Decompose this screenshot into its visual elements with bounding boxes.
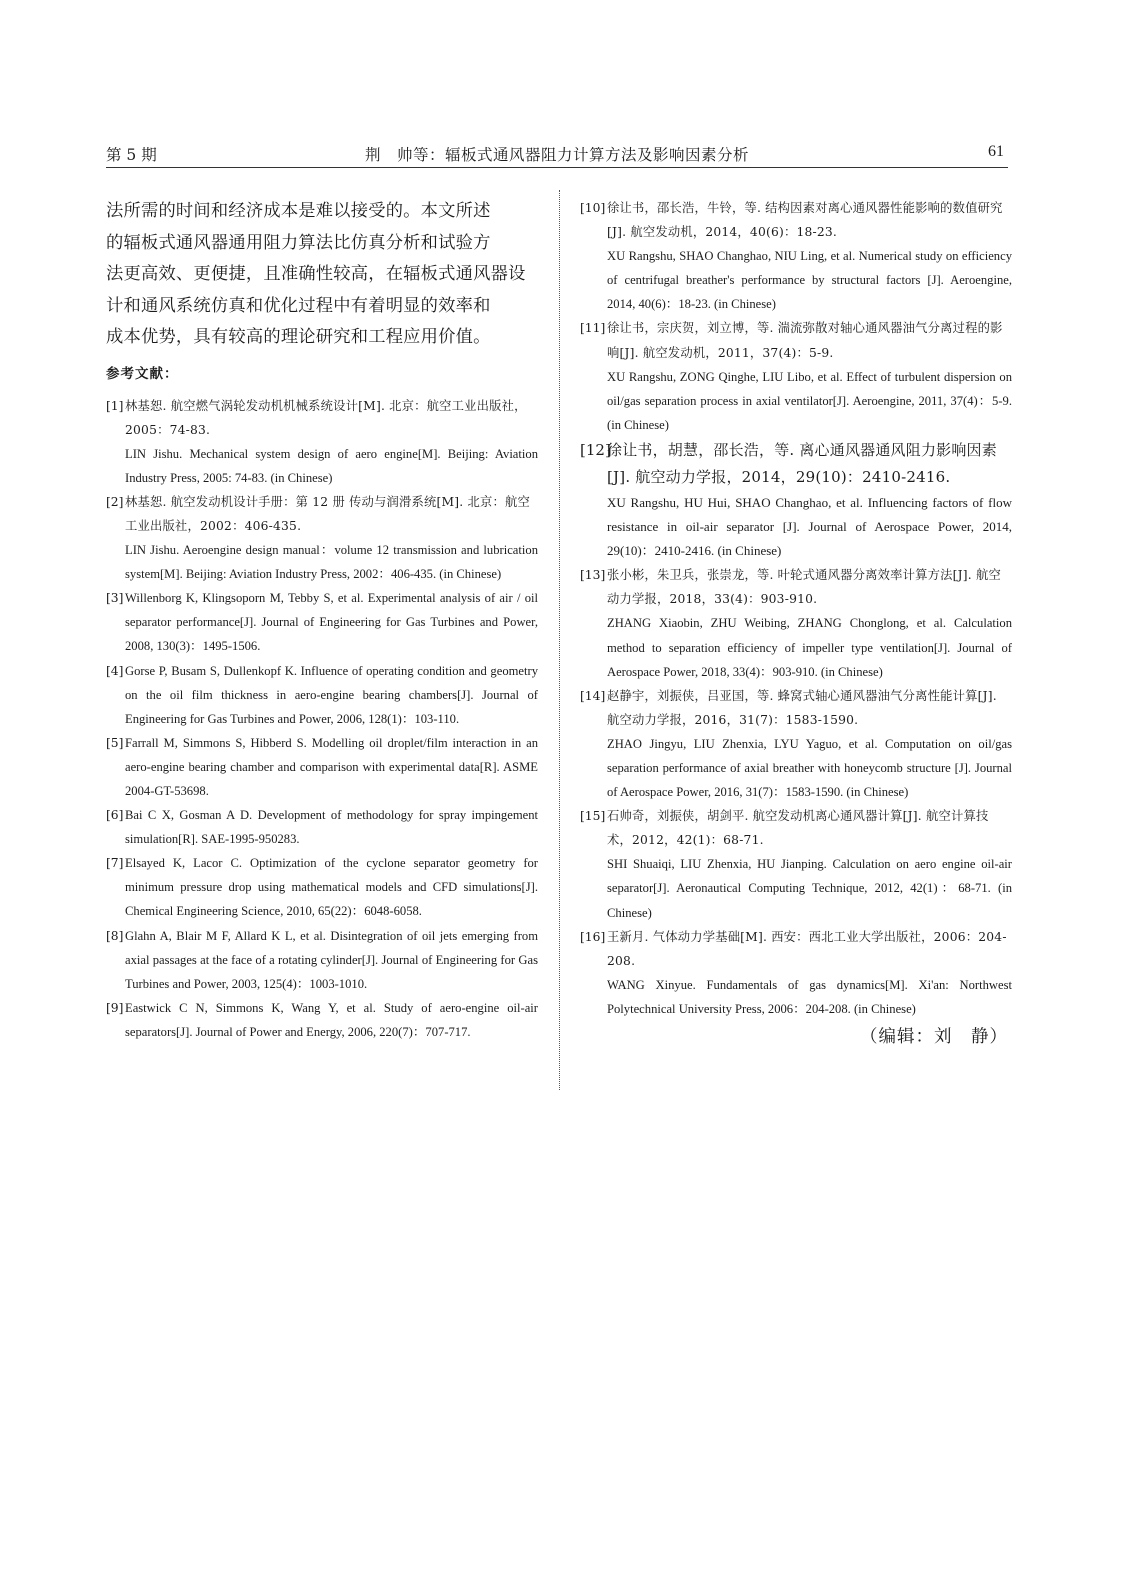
reference-number: [15] — [580, 809, 606, 824]
editor-credit: （编辑：刘 静） — [860, 1027, 1008, 1047]
reference-english: Eastwick C N, Simmons K, Wang Y, et al. Study of aero-engine oil-air separators[J]. Journal of Power and Energy, 2006, 220(7)：707-717. — [125, 1000, 538, 1039]
reference-number: [8] — [106, 928, 124, 943]
reference-english: WANG Xinyue. Fundamentals of gas dynamics[M]. Xi'an: Northwest Polytechnical University Press, 2006：204-208. (in Chinese) — [607, 977, 1012, 1016]
issue-number: 第 5 期 — [106, 146, 157, 164]
reference-item — [106, 394, 538, 490]
reference-item — [580, 804, 1012, 924]
reference-number: [12] — [580, 440, 611, 459]
reference-item — [580, 684, 1012, 804]
running-title: 荆 帅等：辐板式通风器阻力计算方法及影响因素分析 — [364, 146, 749, 164]
reference-number: [16] — [580, 929, 606, 944]
reference-number: [14] — [580, 688, 606, 703]
reference-english: ZHAO Jingyu, LIU Zhenxia, LYU Yaguo, et al. Computation on oil/gas separation performance of axial breather with honeycomb structure [J]. Journal of Aerospace Power, 2016, 31(7)：1583-1590. (in Chinese) — [607, 736, 1012, 800]
reference-number: [13] — [580, 568, 606, 583]
reference-chinese: 王新月. 气体动力学基础[M]. 西安：西北工业大学出版社，2006：204-208. — [607, 929, 1007, 968]
body-line: 的辐板式通风器通用阻力算法比仿真分析和试验方 — [106, 232, 491, 253]
reference-item — [580, 196, 1012, 316]
reference-chinese: 林基恕. 航空燃气涡轮发动机机械系统设计[M]. 北京：航空工业出版社，2005：74-83. — [125, 398, 527, 437]
left-column — [106, 196, 538, 1044]
references-heading: 参考文献： — [106, 365, 179, 382]
reference-chinese: 林基恕. 航空发动机设计手册：第 12 册 传动与润滑系统[M]. 北京：航空工业出版社，2002：406-435. — [125, 494, 531, 533]
body-line: 计和通风系统仿真和优化过程中有着明显的效率和 — [106, 295, 491, 316]
reference-chinese: 石帅奇，刘振侠，胡剑平. 航空发动机离心通风器计算[J]. 航空计算技术，2012，42(1)：68-71. — [607, 809, 989, 848]
reference-english: XU Rangshu, SHAO Changhao, NIU Ling, et al. Numerical study on efficiency of centrifugal breather's performance by structural factors [J]. Aeroengine, 2014, 40(6)：18-23. (in Chinese) — [607, 249, 1012, 312]
reference-number: [6] — [106, 808, 124, 823]
reference-number: [10] — [580, 201, 606, 215]
reference-english: LIN Jishu. Aeroengine design manual：volume 12 transmission and lubrication system[M]. Beijing: Aviation Industry Press, 2002：406-435. (in Chinese) — [125, 543, 538, 582]
reference-number: [11] — [580, 321, 606, 336]
reference-english: LIN Jishu. Mechanical system design of aero engine[M]. Beijing: Aviation Industry Press, 2005: 74-83. (in Chinese) — [125, 446, 538, 485]
reference-english: Willenborg K, Klingsoporn M, Tebby S, et al. Experimental analysis of air / oil separator performance[J]. Journal of Engineering for Gas Turbines and Power, 2008, 130(3)：1495-1506. — [125, 591, 538, 654]
reference-item — [106, 586, 538, 658]
reference-item — [106, 659, 538, 731]
body-paragraph — [106, 196, 538, 354]
reference-item — [106, 924, 538, 996]
reference-item — [106, 996, 538, 1044]
reference-english: Farrall M, Simmons S, Hibberd S. Modelling oil droplet/film interaction in an aero-engine bearing chamber and comparison with experimental data[R]. ASME 2004-GT-53698. — [125, 735, 538, 798]
right-column — [580, 196, 1012, 1048]
body-line: 法更高效、更便捷，且准确性较高，在辐板式通风器设 — [106, 264, 526, 284]
reference-item — [580, 563, 1012, 683]
reference-item — [106, 490, 538, 586]
page-number: 61 — [988, 143, 1004, 160]
reference-english: SHI Shuaiqi, LIU Zhenxia, HU Jianping. Calculation on aero engine oil-air separator[J]. Aeronautical Computing Technique, 2012, 42(1)：68-71. (in Chinese) — [607, 857, 1012, 920]
reference-number: [7] — [106, 856, 124, 871]
reference-english: Bai C X, Gosman A D. Development of methodology for spray impingement simulation[R]. SAE-1995-950283. — [125, 808, 538, 847]
reference-number: [1] — [106, 398, 124, 413]
body-line: 法所需的时间和经济成本是难以接受的。本文所述 — [106, 201, 491, 221]
reference-item — [580, 316, 1012, 436]
reference-chinese: 徐让书，邵长浩，牛铃，等. 结构因素对离心通风器性能影响的数值研究[J]. 航空发动机，2014，40(6)：18-23. — [607, 201, 1003, 240]
reference-number: [3] — [106, 591, 124, 606]
reference-item — [106, 731, 538, 803]
reference-english: Elsayed K, Lacor C. Optimization of the cyclone separator geometry for minimum pressure drop using mathematical models and CFD simulations[J]. Chemical Engineering Science, 2010, 65(22)：6048-6058. — [125, 856, 538, 919]
reference-number: [4] — [106, 663, 124, 678]
column-divider — [559, 190, 560, 1090]
reference-english: XU Rangshu, ZONG Qinghe, LIU Libo, et al. Effect of turbulent dispersion on oil/gas separation process in axial ventilator[J]. Aeroengine, 2011, 37(4)：5-9. (in Chinese) — [607, 369, 1012, 432]
reference-chinese: 徐让书，胡慧，邵长浩，等. 离心通风器通风阻力影响因素[J]. 航空动力学报，2014，29(10)：2410-2416. — [607, 440, 997, 486]
reference-number: [9] — [106, 1000, 124, 1015]
reference-item — [580, 437, 1012, 563]
reference-english: Glahn A, Blair M F, Allard K L, et al. Disintegration of oil jets emerging from axial passages at the face of a rotating cylinder[J]. Journal of Engineering for Gas Turbines and Power, 2003, 125(4)：1003-1010. — [125, 928, 538, 991]
reference-english: Gorse P, Busam S, Dullenkopf K. Influence of operating condition and geometry on the oil film thickness in aero-engine bearing chambers[J]. Journal of Engineering for Gas Turbines and Power, 2006, 128(1)：103-110. — [125, 663, 538, 726]
reference-chinese: 张小彬，朱卫兵，张崇龙，等. 叶轮式通风器分离效率计算方法[J]. 航空动力学报，2018，33(4)：903-910. — [607, 568, 1001, 607]
reference-item — [106, 803, 538, 851]
reference-number: [2] — [106, 494, 124, 509]
reference-chinese: 赵静宇，刘振侠，吕亚国，等. 蜂窝式轴心通风器油气分离性能计算[J]. 航空动力学报，2016，31(7)：1583-1590. — [607, 688, 997, 727]
reference-item — [580, 925, 1012, 1021]
reference-number: [5] — [106, 735, 124, 750]
reference-item — [106, 851, 538, 923]
running-header — [106, 143, 1008, 168]
reference-chinese: 徐让书，宗庆贺，刘立博，等. 湍流弥散对轴心通风器油气分离过程的影响[J]. 航空发动机，2011，37(4)：5-9. — [607, 321, 1003, 360]
body-line: 成本优势，具有较高的理论研究和工程应用价值。 — [106, 327, 491, 347]
reference-english: ZHANG Xiaobin, ZHU Weibing, ZHANG Chonglong, et al. Calculation method to separation efficiency of impeller type ventilation[J]. Journal of Aerospace Power, 2018, 33(4)：903-910. (in Chinese) — [607, 616, 1012, 679]
reference-english: XU Rangshu, HU Hui, SHAO Changhao, et al. Influencing factors of flow resistance in oil-air separator [J]. Journal of Aerospace Power, 2014, 29(10)：2410-2416. (in Chinese) — [607, 494, 1012, 559]
